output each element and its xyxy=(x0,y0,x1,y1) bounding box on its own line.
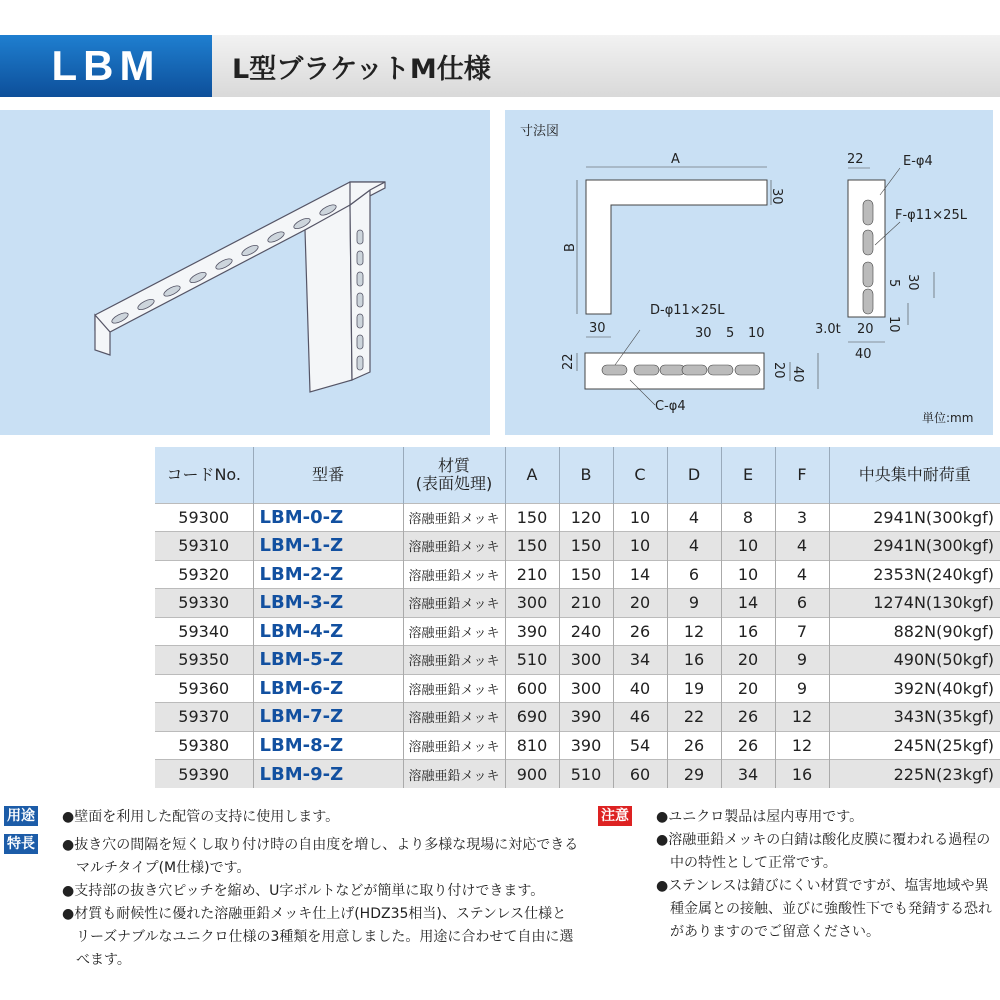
diagram-title: 寸法図 xyxy=(520,124,560,139)
b-cell: 300 xyxy=(559,646,613,675)
c-cell: 60 xyxy=(613,760,667,789)
label-D: D-φ11×25L xyxy=(650,303,725,318)
c-cell: 26 xyxy=(613,617,667,646)
model-cell: LBM-7-Z xyxy=(253,703,403,732)
f-cell: 3 xyxy=(775,503,829,532)
features-tag: 特長 xyxy=(4,834,38,854)
notes-right xyxy=(598,806,998,949)
slot-hole xyxy=(357,335,363,349)
a-cell: 600 xyxy=(505,674,559,703)
c-cell: 14 xyxy=(613,560,667,589)
table-row xyxy=(155,617,1000,646)
dim-A: A xyxy=(671,152,680,167)
table-row xyxy=(155,560,1000,589)
a-cell: 810 xyxy=(505,731,559,760)
table-row xyxy=(155,703,1000,732)
table-row xyxy=(155,532,1000,561)
usage-tag: 用途 xyxy=(4,806,38,826)
column-header: B xyxy=(559,447,613,503)
model-cell: LBM-2-Z xyxy=(253,560,403,589)
caution-item: ●ステンレスは錆びにくい材質ですが、塩害地域や異種金属との接触、並びに強酸性下でも発錆する恐れがありますのでご留意ください。 xyxy=(656,878,992,940)
code-cell: 59380 xyxy=(155,731,253,760)
product-logo: LBM xyxy=(0,35,212,97)
c-cell: 54 xyxy=(613,731,667,760)
load-cell: 245N(25kgf) xyxy=(829,731,1000,760)
model-cell: LBM-0-Z xyxy=(253,503,403,532)
d-cell: 22 xyxy=(667,703,721,732)
a-cell: 390 xyxy=(505,617,559,646)
e-cell: 10 xyxy=(721,560,775,589)
c-cell: 46 xyxy=(613,703,667,732)
model-cell: LBM-4-Z xyxy=(253,617,403,646)
code-cell: 59320 xyxy=(155,560,253,589)
table-row xyxy=(155,646,1000,675)
model-cell: LBM-1-Z xyxy=(253,532,403,561)
features-item: ●材質も耐候性に優れた溶融亜鉛メッキ仕上げ(HDZ35相当)、ステンレス仕様とリーズナブルなユニクロ仕様の3種類を用意しました。用途に合わせて自由に選べます。 xyxy=(62,906,574,968)
label-C: C-φ4 xyxy=(655,399,686,414)
model-cell: LBM-3-Z xyxy=(253,589,403,618)
dim-10-bottom: 10 xyxy=(748,326,765,341)
f-cell: 6 xyxy=(775,589,829,618)
dim-22-bottom: 22 xyxy=(561,353,576,370)
dim-30-pitch: 30 xyxy=(695,326,712,341)
a-cell: 150 xyxy=(505,503,559,532)
table-row xyxy=(155,674,1000,703)
material-cell: 溶融亜鉛メッキ xyxy=(403,560,505,589)
f-cell: 12 xyxy=(775,703,829,732)
column-header: 型番 xyxy=(253,447,403,503)
code-cell: 59330 xyxy=(155,589,253,618)
code-cell: 59370 xyxy=(155,703,253,732)
notes-left xyxy=(4,806,579,977)
b-cell: 150 xyxy=(559,532,613,561)
column-header: E xyxy=(721,447,775,503)
dim-22-side: 22 xyxy=(847,152,864,167)
column-header: A xyxy=(505,447,559,503)
dim-40-side: 40 xyxy=(855,347,872,362)
f-cell: 4 xyxy=(775,532,829,561)
c-cell: 40 xyxy=(613,674,667,703)
load-cell: 1274N(130kgf) xyxy=(829,589,1000,618)
d-cell: 26 xyxy=(667,731,721,760)
load-cell: 392N(40kgf) xyxy=(829,674,1000,703)
material-cell: 溶融亜鉛メッキ xyxy=(403,674,505,703)
label-F: F-φ11×25L xyxy=(895,208,967,223)
table-row xyxy=(155,731,1000,760)
dim-30-side: 30 xyxy=(905,274,920,291)
a-cell: 690 xyxy=(505,703,559,732)
dim-20-bottom: 20 xyxy=(771,362,786,379)
a-cell: 510 xyxy=(505,646,559,675)
column-header: 中央集中耐荷重 xyxy=(829,447,1000,503)
caution-item: ●ユニクロ製品は屋内専用です。 xyxy=(656,809,864,825)
caution-tag: 注意 xyxy=(598,806,632,826)
d-cell: 4 xyxy=(667,532,721,561)
slot-hole xyxy=(357,272,363,286)
e-cell: 16 xyxy=(721,617,775,646)
d-cell: 29 xyxy=(667,760,721,789)
a-cell: 900 xyxy=(505,760,559,789)
dim-30-leg: 30 xyxy=(589,321,606,336)
material-cell: 溶融亜鉛メッキ xyxy=(403,731,505,760)
code-cell: 59350 xyxy=(155,646,253,675)
e-cell: 26 xyxy=(721,731,775,760)
code-cell: 59390 xyxy=(155,760,253,789)
spec-table xyxy=(155,447,1000,788)
features-item: ●支持部の抜き穴ピッチを縮め、U字ボルトなどが簡単に取り付けできます。 xyxy=(62,883,545,899)
dim-5-side: 5 xyxy=(886,279,901,288)
slot-hole xyxy=(357,356,363,370)
d-cell: 12 xyxy=(667,617,721,646)
page-title: L型ブラケットM仕様 xyxy=(232,53,491,85)
material-cell: 溶融亜鉛メッキ xyxy=(403,503,505,532)
caution-section xyxy=(598,806,998,944)
load-cell: 343N(35kgf) xyxy=(829,703,1000,732)
product-illustration xyxy=(0,110,490,435)
code-cell: 59300 xyxy=(155,503,253,532)
dim-B: B xyxy=(563,243,578,252)
code-cell: 59340 xyxy=(155,617,253,646)
load-cell: 490N(50kgf) xyxy=(829,646,1000,675)
d-cell: 19 xyxy=(667,674,721,703)
b-cell: 300 xyxy=(559,674,613,703)
c-cell: 34 xyxy=(613,646,667,675)
f-cell: 9 xyxy=(775,674,829,703)
b-cell: 240 xyxy=(559,617,613,646)
b-cell: 150 xyxy=(559,560,613,589)
model-cell: LBM-6-Z xyxy=(253,674,403,703)
slot-hole xyxy=(357,230,363,244)
e-cell: 20 xyxy=(721,646,775,675)
model-cell: LBM-9-Z xyxy=(253,760,403,789)
dim-10-side: 10 xyxy=(886,316,901,333)
f-cell: 16 xyxy=(775,760,829,789)
b-cell: 390 xyxy=(559,703,613,732)
thickness: 3.0t xyxy=(815,322,841,337)
title-bar xyxy=(0,35,1000,97)
column-header: C xyxy=(613,447,667,503)
model-cell: LBM-8-Z xyxy=(253,731,403,760)
d-cell: 6 xyxy=(667,560,721,589)
table-row xyxy=(155,503,1000,532)
e-cell: 10 xyxy=(721,532,775,561)
column-header: 材質 (表面処理) xyxy=(403,447,505,503)
load-cell: 2353N(240kgf) xyxy=(829,560,1000,589)
dimension-diagram xyxy=(505,110,993,435)
d-cell: 16 xyxy=(667,646,721,675)
column-header: D xyxy=(667,447,721,503)
c-cell: 20 xyxy=(613,589,667,618)
material-cell: 溶融亜鉛メッキ xyxy=(403,589,505,618)
f-cell: 12 xyxy=(775,731,829,760)
a-cell: 210 xyxy=(505,560,559,589)
dim-5-bottom: 5 xyxy=(726,326,735,341)
model-cell: LBM-5-Z xyxy=(253,646,403,675)
load-cell: 2941N(300kgf) xyxy=(829,503,1000,532)
load-cell: 225N(23kgf) xyxy=(829,760,1000,789)
e-cell: 14 xyxy=(721,589,775,618)
a-cell: 150 xyxy=(505,532,559,561)
column-header: コードNo. xyxy=(155,447,253,503)
slot-hole xyxy=(357,314,363,328)
load-cell: 882N(90kgf) xyxy=(829,617,1000,646)
b-cell: 510 xyxy=(559,760,613,789)
d-cell: 4 xyxy=(667,503,721,532)
e-cell: 26 xyxy=(721,703,775,732)
table-row xyxy=(155,760,1000,789)
dim-30-arm: 30 xyxy=(769,188,784,205)
label-E: E-φ4 xyxy=(903,154,933,169)
b-cell: 390 xyxy=(559,731,613,760)
b-cell: 210 xyxy=(559,589,613,618)
load-cell: 2941N(300kgf) xyxy=(829,532,1000,561)
table-row xyxy=(155,589,1000,618)
unit-label: 単位:mm xyxy=(922,411,974,425)
f-cell: 9 xyxy=(775,646,829,675)
caution-item: ●溶融亜鉛メッキの白錆は酸化皮膜に覆われる過程の中の特性として正常です。 xyxy=(656,832,991,871)
f-cell: 7 xyxy=(775,617,829,646)
usage-section xyxy=(4,806,579,829)
features-section xyxy=(4,834,579,972)
material-cell: 溶融亜鉛メッキ xyxy=(403,703,505,732)
features-item: ●抜き穴の間隔を短くし取り付け時の自由度を増し、より多様な現場に対応できるマルチタイプ(M仕様)です。 xyxy=(62,837,579,876)
material-cell: 溶融亜鉛メッキ xyxy=(403,646,505,675)
code-cell: 59310 xyxy=(155,532,253,561)
slot-hole xyxy=(357,251,363,265)
e-cell: 34 xyxy=(721,760,775,789)
e-cell: 20 xyxy=(721,674,775,703)
f-cell: 4 xyxy=(775,560,829,589)
material-cell: 溶融亜鉛メッキ xyxy=(403,760,505,789)
column-header: F xyxy=(775,447,829,503)
material-cell: 溶融亜鉛メッキ xyxy=(403,532,505,561)
code-cell: 59360 xyxy=(155,674,253,703)
d-cell: 9 xyxy=(667,589,721,618)
usage-item: ●壁面を利用した配管の支持に使用します。 xyxy=(62,809,340,825)
dim-20-side: 20 xyxy=(857,322,874,337)
b-cell: 120 xyxy=(559,503,613,532)
material-cell: 溶融亜鉛メッキ xyxy=(403,617,505,646)
a-cell: 300 xyxy=(505,589,559,618)
c-cell: 10 xyxy=(613,503,667,532)
c-cell: 10 xyxy=(613,532,667,561)
e-cell: 8 xyxy=(721,503,775,532)
dim-40-bottom: 40 xyxy=(790,366,805,383)
slot-hole xyxy=(357,293,363,307)
